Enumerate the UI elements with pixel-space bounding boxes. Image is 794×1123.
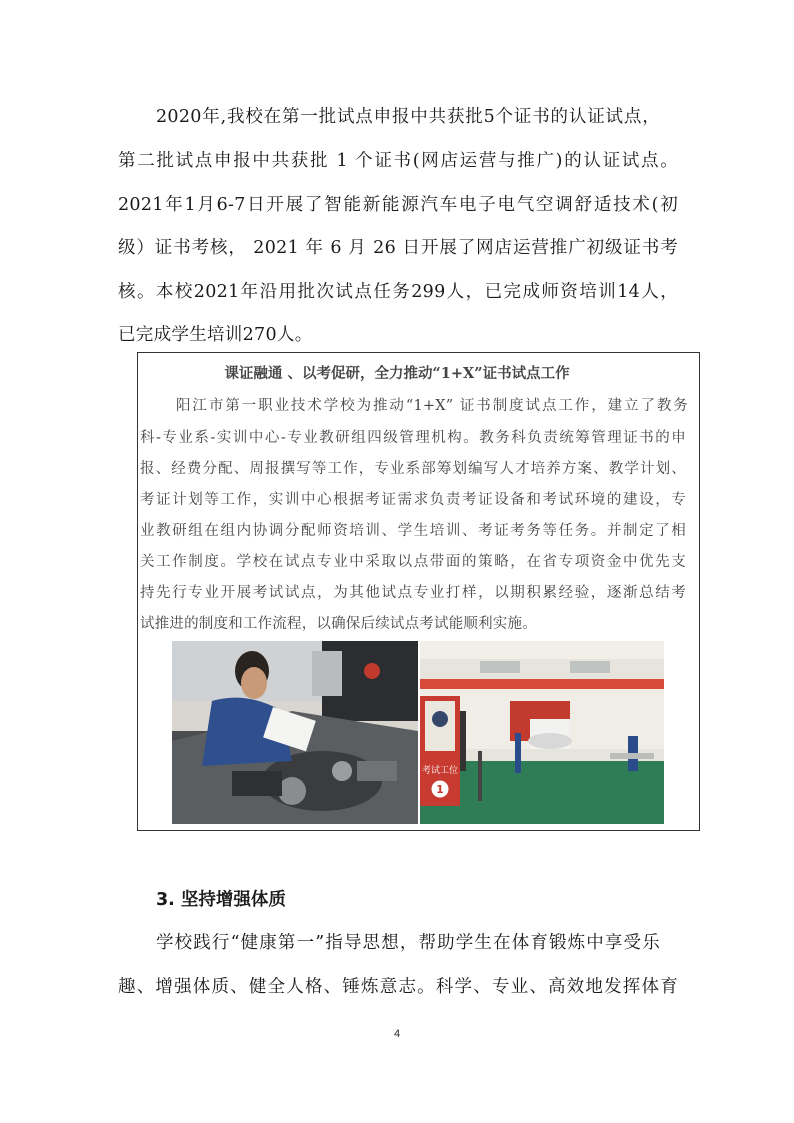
paragraph-line: 核。本校2021年沿用批次试点任务299人，已完成师资培训14人， <box>118 282 678 302</box>
box-line: 业教研组在组内协调分配师资培训、学生培训、考证考务等任务。并制定了相 <box>140 523 686 539</box>
box-line: 报、经费分配、周报撰写等工作，专业系部筹划编写人才培养方案、教学计划、 <box>140 461 686 477</box>
box-line: 阳江市第一职业技术学校为推动“1+X” 证书制度试点工作，建立了教务 <box>176 398 688 414</box>
paragraph-line: 2021年1月6-7日开展了智能新能源汽车电子电气空调舒适技术(初 <box>118 195 678 215</box>
page-number: 4 <box>393 1028 401 1040</box>
paragraph-line: 趣、增强体质、健全人格、锤炼意志。科学、专业、高效地发挥体育 <box>118 977 678 997</box>
box-line: 试推进的制度和工作流程，以确保后续试点考试能顺利实施。 <box>140 616 537 632</box>
paragraph-line: 2020年,我校在第一批试点申报中共获批5个证书的认证试点， <box>156 107 660 127</box>
paragraph-line: 学校践行“健康第一”指导思想，帮助学生在体育锻炼中享受乐 <box>156 933 660 953</box>
workstation-sign-text: 考试工位 <box>421 766 459 776</box>
section-heading: 3. 坚持增强体质 <box>156 890 286 910</box>
paragraph-line: 已完成学生培训270人。 <box>118 325 313 345</box>
photo-exam-workshop <box>420 641 664 824</box>
box-line: 科-专业系-实训中心-专业教研组四级管理机构。教务科负责统筹管理证书的申 <box>140 430 686 446</box>
box-line: 关工作制度。学校在试点专业中采取以点带面的策略，在省专项资金中优先支 <box>140 554 686 570</box>
paragraph-line: 第二批试点申报中共获批 1 个证书(网店运营与推广)的认证试点。 <box>118 151 678 171</box>
workstation-number: 1 <box>436 783 444 796</box>
box-title: 课证融通 、以考促研，全力推动“1+X”证书试点工作 <box>224 365 570 382</box>
photo-engine-inspection <box>172 641 418 824</box>
box-line: 考证计划等工作，实训中心根据考证需求负责考证设备和考试环境的建设，专 <box>140 492 686 508</box>
box-line: 持先行专业开展考试试点，为其他试点专业打样，以期积累经验，逐渐总结考 <box>140 585 686 601</box>
paragraph-line: 级）证书考核， 2021 年 6 月 26 日开展了网店运营推广初级证书考 <box>118 238 678 258</box>
